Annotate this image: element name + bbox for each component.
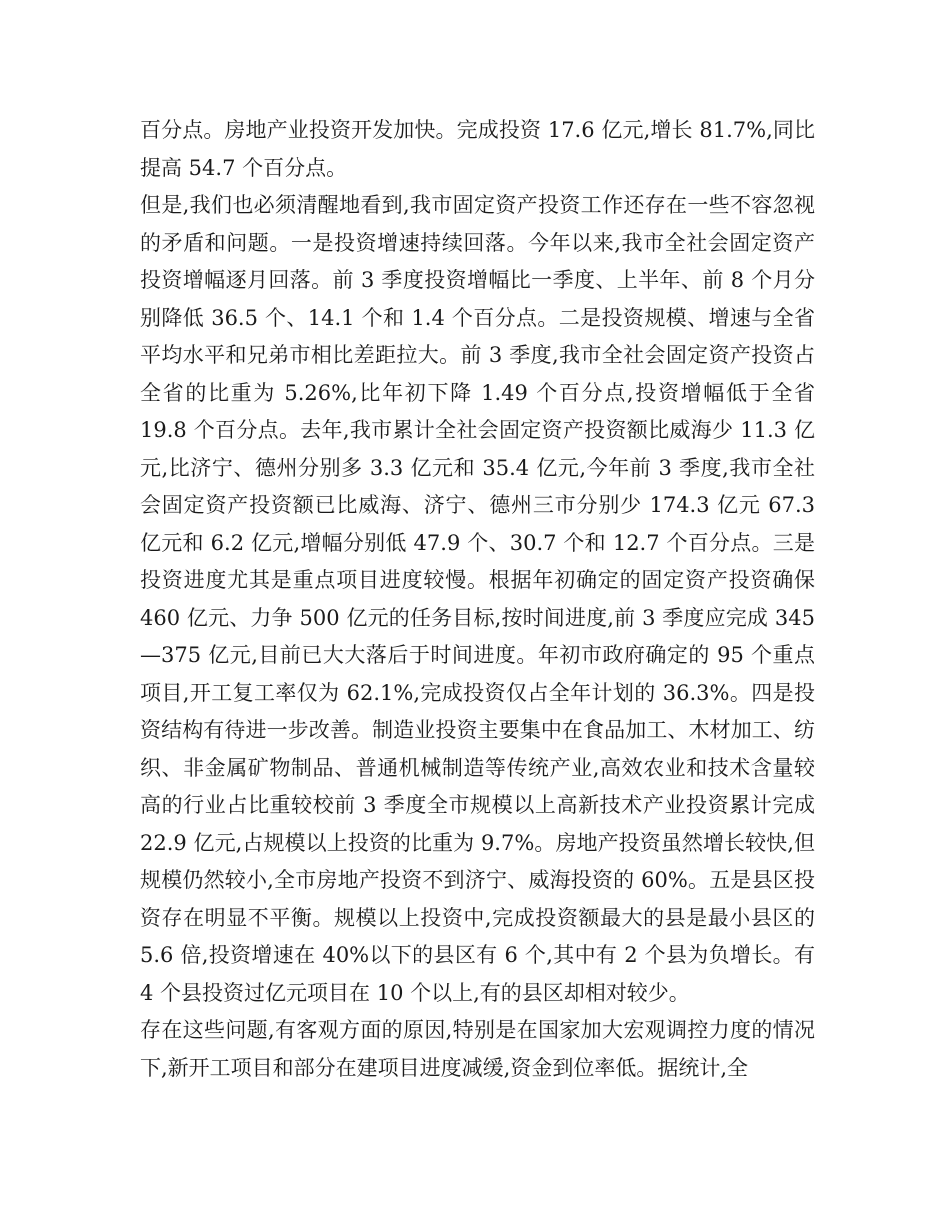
paragraph: 但是,我们也必须清醒地看到,我市固定资产投资工作还存在一些不容忽视的矛盾和问题。一是投资增速持续回落。今年以来,我市全社会固定资产投资增幅逐月回落。前 3 季度投资增幅比一季度、上半年、前 8 个月分别降低 36.5 个、14.1 个和 1.4 个百分点。二是投资规模、增速与全省平均水平和兄弟市相比差距拉大。前 3 季度,我市全社会固定资产投资占全省的比重为 5.26%,比年初下降 1.49 个百分点,投资增幅低于全省 19.8 个百分点。去年,我市累计全社会固定资产投资额比威海少 11.3 亿元,比济宁、德州分别多 3.3 亿元和 35.4 亿元,今年前 3 季度,我市全社会固定资产投资额已比威海、济宁、德州三市分别少 174.3 亿元 67.3 亿元和 6.2 亿元,增幅分别低 47.9 个、30.7 个和 12.7 个百分点。三是投资进度尤其是重点项目进度较慢。根据年初确定的固定资产投资确保 460 亿元、力争 500 亿元的任务目标,按时间进度,前 3 季度应完成 345—375 亿元,目前已大大落后于时间进度。年初市政府确定的 95 个重点项目,开工复工率仅为 62.1%,完成投资仅占全年计划的 36.3%。四是投资结构有待进一步改善。制造业投资主要集中在食品加工、木材加工、纺织、非金属矿物制品、普通机械制造等传统产业,高效农业和技术含量较高的行业占比重较校前 3 季度全市规模以上高新技术产业投资累计完成 22.9 亿元,占规模以上投资的比重为 9.7%。房地产投资虽然增长较快,但规模仍然较小,全市房地产投资不到济宁、威海投资的 60%。五是县区投资存在明显不平衡。规模以上投资中,完成投资额最大的县是最小县区的 5.6 倍,投资增速在 40%以下的县区有 6 个,其中有 2 个县为负增长。有 4 个县投资过亿元项目在 10 个以上,有的县区却相对较少。 bbox=[140, 193, 815, 1005]
paragraph: 存在这些问题,有客观方面的原因,特别是在国家加大宏观调控力度的情况下,新开工项目和部分在建项目进度减缓,资金到位率低。据统计,全 bbox=[140, 1018, 815, 1080]
paragraph: 百分点。房地产业投资开发加快。完成投资 17.6 亿元,增长 81.7%,同比提高 54.7 个百分点。 bbox=[140, 118, 815, 180]
body-text bbox=[140, 112, 815, 1087]
